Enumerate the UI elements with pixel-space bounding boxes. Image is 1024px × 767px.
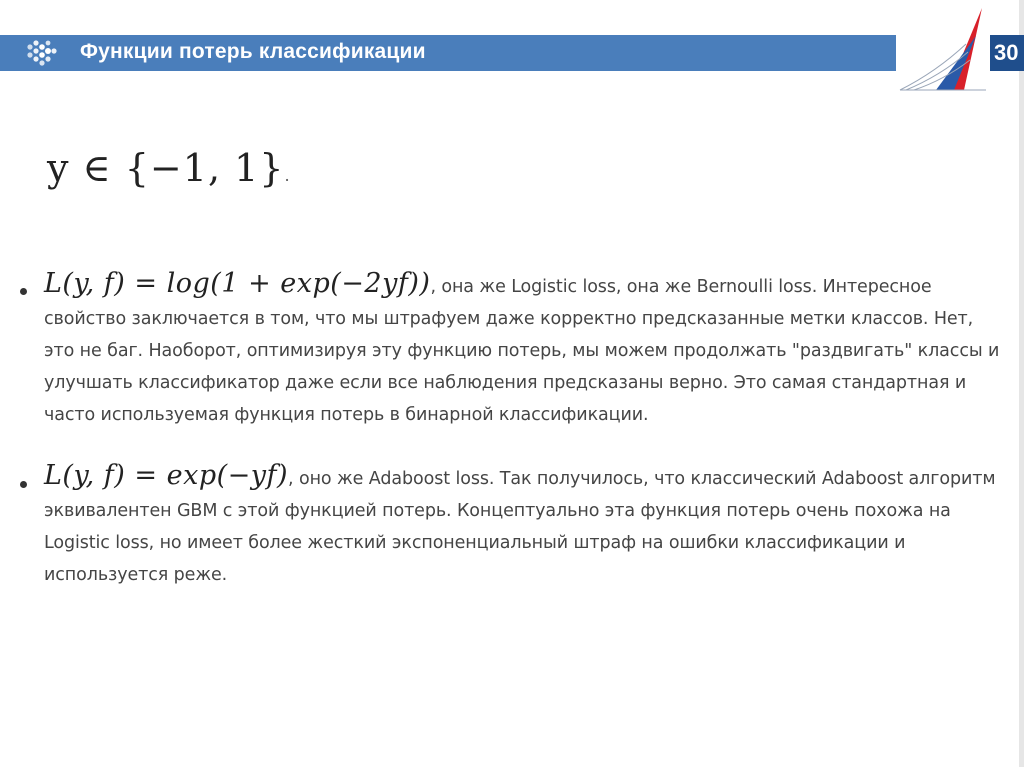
set-formula-period: . <box>284 166 291 185</box>
page-number: 30 <box>994 40 1019 65</box>
right-edge-strip <box>1019 0 1024 767</box>
adaboost-loss-description: , оно же Adaboost loss. Так получилось, что классический Adaboost алгоритм эквивалентен GBM с этой функцией потерь. Концептуально эта функция потерь очень похожа на Logistic loss, но имеет более жесткий экспоненциальный штраф на ошибки классификации и используется реже. <box>44 469 996 585</box>
bullet-marker-1 <box>20 288 27 295</box>
logistic-loss-description: , она же Logistic loss, она же Bernoulli loss. Интересное свойство заключается в том, что мы штрафуем даже корректно предсказанные метки классов. Нет, это не баг. Наоборот, оптимизируя эту функцию потерь, мы можем продолжать "раздвигать" классы и улучшать классификатор даже если все наблюдения предсказаны верно. Это самая стандартная и часто используемая функция потерь в бинарной классификации. <box>44 277 1000 425</box>
bullet-logistic-loss <box>44 268 1004 431</box>
adaboost-loss-formula: L(y, f) = exp(−yf) <box>44 460 289 491</box>
set-definition-formula <box>47 146 291 190</box>
bullet-adaboost-loss <box>44 460 1004 591</box>
bullet-marker-2 <box>20 481 27 488</box>
dots-logo-icon <box>20 35 76 71</box>
slide-title-bar <box>0 35 896 71</box>
slide-title: Функции потерь классификации <box>80 40 426 63</box>
set-formula-text: y ∈ {−1, 1} <box>47 146 285 190</box>
university-logo-icon <box>896 6 992 92</box>
logistic-loss-formula: L(y, f) = log(1 + exp(−2yf)) <box>44 268 431 299</box>
page-number-box <box>990 35 1024 71</box>
